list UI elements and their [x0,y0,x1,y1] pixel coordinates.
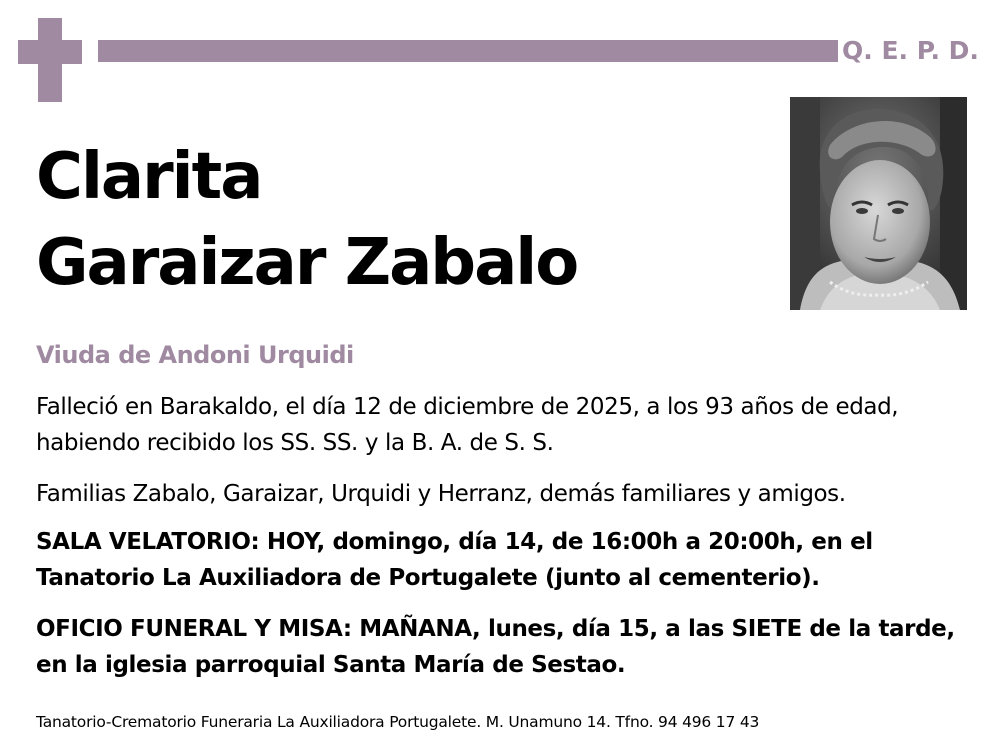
deceased-surnames: Garaizar Zabalo [36,226,578,300]
portrait-photo [790,97,967,310]
death-notice: Falleció en Barakaldo, el día 12 de diciembre de 2025, a los 93 años de edad, habiendo recibido los SS. SS. y la B. A. de S. S. [36,394,899,456]
qepd-heading: Q. E. P. D. [842,36,979,65]
funeral-home-footer: Tanatorio-Crematorio Funeraria La Auxiliadora Portugalete. M. Unamuno 14. Tfno. 94 496 17 43 [36,713,760,731]
wake-info: SALA VELATORIO: HOY, domingo, día 14, de 16:00h a 20:00h, en el Tanatorio La Auxiliadora de Portugalete (junto al cementerio). [36,529,873,591]
funeral-info: OFICIO FUNERAL Y MISA: MAÑANA, lunes, día 15, a las SIETE de la tarde, en la iglesia parroquial Santa María de Sestao. [36,616,955,678]
cross-icon-bar [18,40,82,64]
header-rule [98,40,838,62]
widow-of: Viuda de Andoni Urquidi [36,341,354,369]
deceased-first-name: Clarita [36,140,262,214]
deceased-name [36,134,577,306]
family-list: Familias Zabalo, Garaizar, Urquidi y Herranz, demás familiares y amigos. [36,481,846,507]
